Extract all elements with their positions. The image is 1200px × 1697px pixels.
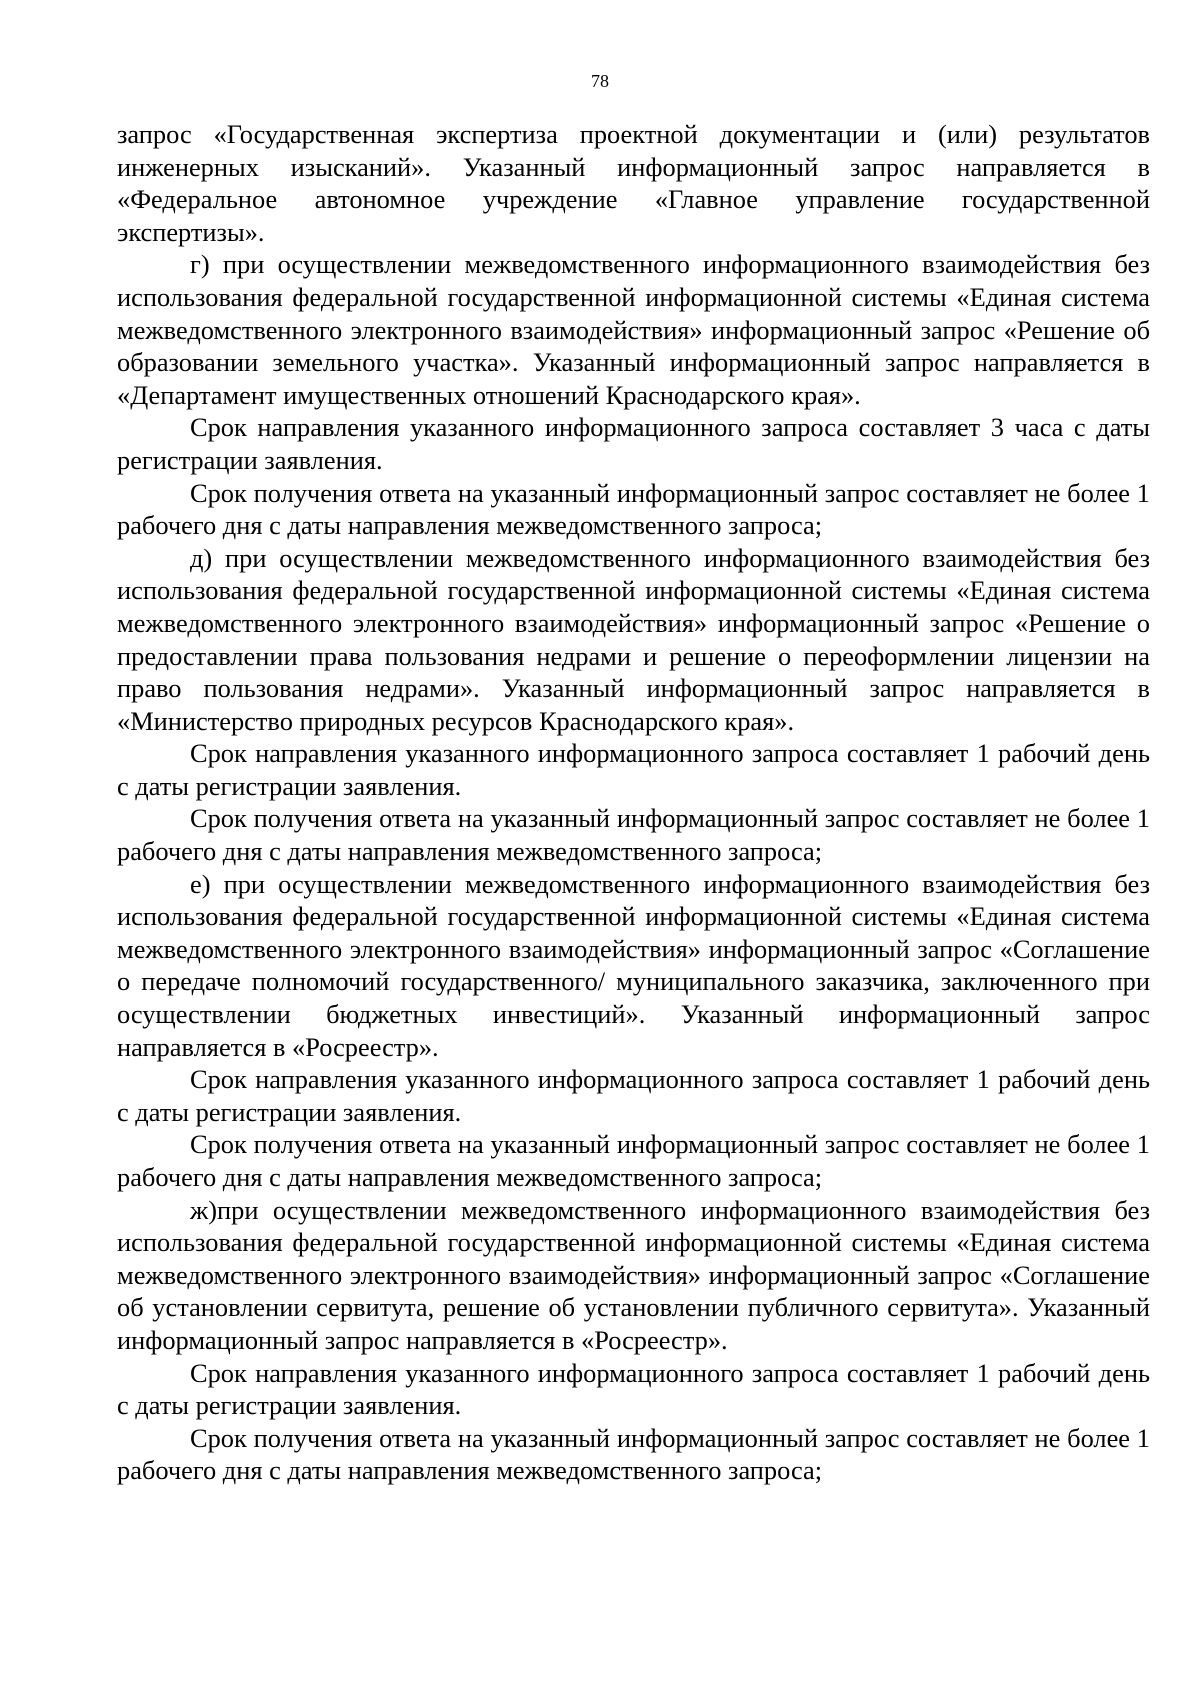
- paragraph-response-deadline: Срок получения ответа на указанный информационный запрос составляет не более 1 рабочего дня с даты направления межведомственного запроса;: [117, 1422, 1150, 1486]
- paragraph-request-deadline: Срок направления указанного информационного запроса составляет 1 рабочий день с даты регистрации заявления.: [117, 1064, 1150, 1127]
- paragraph-item-e: е) при осуществлении межведомственного информационного взаимодействия без использования федеральной государственной информационной системы «Единая система межведомственного электронного взаимодействия» информационный запрос «Соглашение о передаче полномочий государственного/ муниципального заказчика, заключенного при осуществлении бюджетных инвестиций». Указанный информационный запрос направляется в «Росреестр».: [117, 868, 1150, 1062]
- paragraph-request-deadline: Срок направления указанного информационного запроса составляет 3 часа с даты регистрации заявления.: [117, 412, 1150, 475]
- paragraph-response-deadline: Срок получения ответа на указанный информационный запрос составляет не более 1 рабочего дня с даты направления межведомственного запроса;: [117, 803, 1150, 867]
- paragraph-item-g: г) при осуществлении межведомственного информационного взаимодействия без использования федеральной государственной информационной системы «Единая система межведомственного электронного взаимодействия» информационный запрос «Решение об образовании земельного участка». Указанный информационный запрос направляется в «Департамент имущественных отношений Краснодарского края».: [117, 249, 1150, 410]
- paragraph-item-d: д) при осуществлении межведомственного информационного взаимодействия без использования федеральной государственной информационной системы «Единая система межведомственного электронного взаимодействия» информационный запрос «Решение о предоставлении права пользования недрами и решение о переоформлении лицензии на право пользования недрами». Указанный информационный запрос направляется в «Министерство природных ресурсов Краснодарского края».: [117, 542, 1150, 736]
- paragraph-item-zh: ж)при осуществлении межведомственного информационного взаимодействия без использования федеральной государственной информационной системы «Единая система межведомственного электронного взаимодействия» информационный запрос «Соглашение об установлении сервитута, решение об установлении публичного сервитута». Указанный информационный запрос направляется в «Росреестр».: [117, 1194, 1150, 1355]
- document-body: [117, 118, 1150, 1487]
- paragraph-request-deadline: Срок направления указанного информационного запроса составляет 1 рабочий день с даты регистрации заявления.: [117, 738, 1150, 801]
- paragraph-request-deadline: Срок направления указанного информационного запроса составляет 1 рабочий день с даты регистрации заявления.: [117, 1357, 1150, 1421]
- page-number: 78: [591, 71, 609, 91]
- paragraph-response-deadline: Срок получения ответа на указанный информационный запрос составляет не более 1 рабочего дня с даты направления межведомственного запроса;: [117, 477, 1150, 541]
- paragraph-continuation: запрос «Государственная экспертиза проектной документации и (или) результатов инженерных изысканий». Указанный информационный запрос направляется в «Федеральное автономное учреждение «Главное управление государственной экспертизы».: [117, 119, 1150, 247]
- paragraph-response-deadline: Срок получения ответа на указанный информационный запрос составляет не более 1 рабочего дня с даты направления межведомственного запроса;: [117, 1129, 1150, 1192]
